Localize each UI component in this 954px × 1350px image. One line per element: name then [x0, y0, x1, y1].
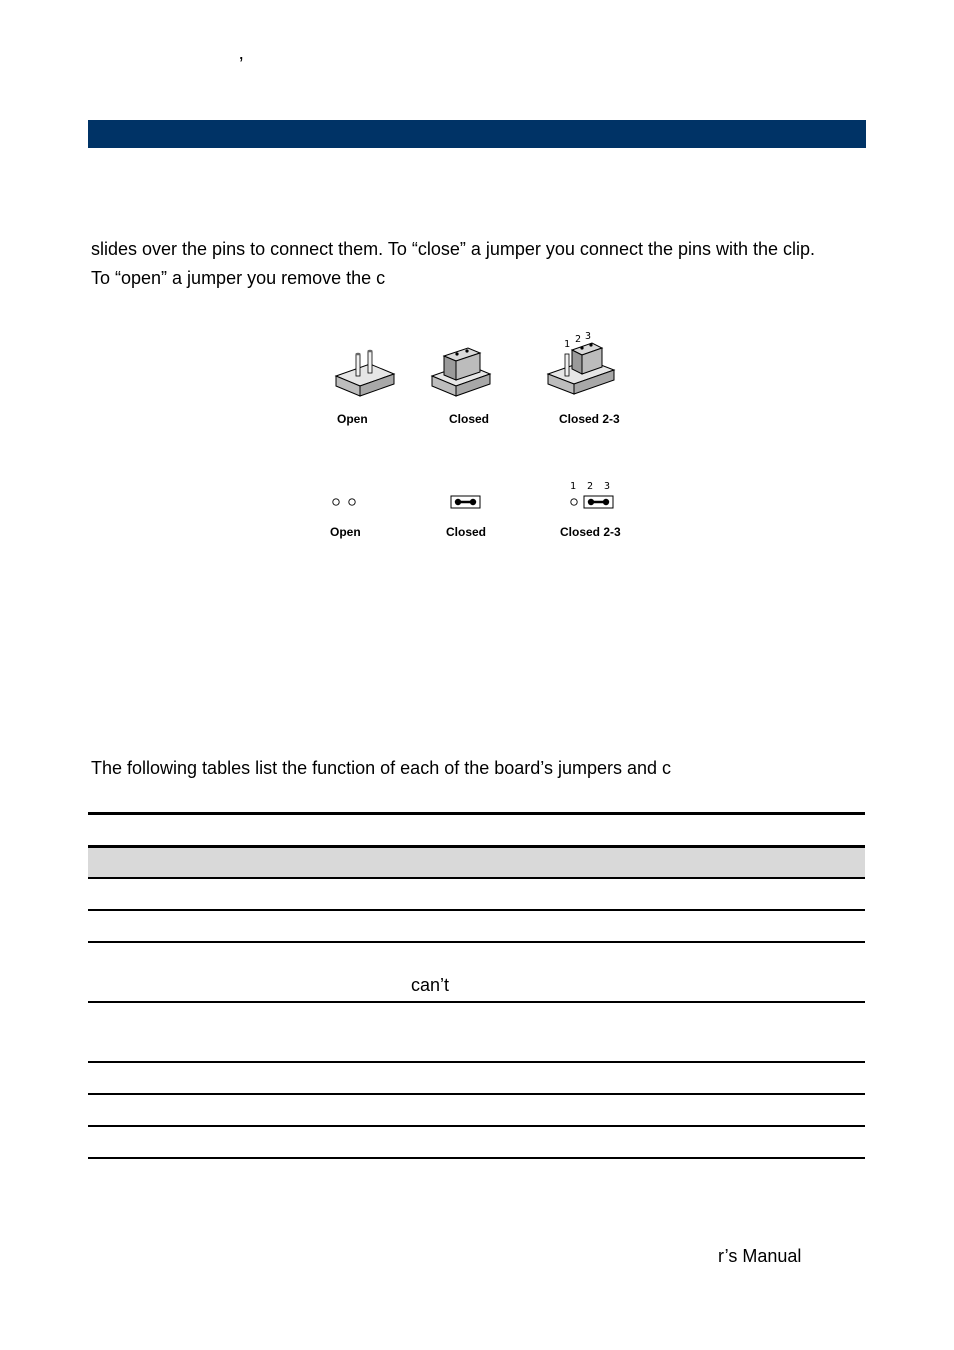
open-jumper-schematic — [333, 499, 355, 505]
table-row-divider — [88, 877, 865, 879]
closed-jumper-3d-illustration — [432, 348, 490, 396]
closed-label-3d: Closed — [449, 412, 490, 426]
closed-jumper-schematic — [451, 496, 480, 508]
pin-number-2: 2 — [575, 334, 582, 345]
table-header-row — [88, 847, 865, 878]
table-row-divider — [88, 1125, 865, 1127]
pin-number-1: 1 — [564, 339, 571, 350]
table-row-divider — [88, 1061, 865, 1063]
table-top-rule — [88, 812, 865, 815]
closed-label-schematic: Closed — [446, 525, 487, 539]
jumper-intro-paragraph — [91, 235, 815, 293]
open-label-schematic: Open — [330, 525, 361, 539]
table-row-divider — [88, 1001, 865, 1003]
table-row-divider — [88, 941, 865, 943]
open-jumper-3d-illustration — [336, 350, 394, 396]
closed-2-3-jumper-schematic — [570, 481, 613, 508]
header-mark: ’ — [239, 54, 244, 76]
jumper-table-intro-paragraph: The following tables list the function of each of the board’s jumpers and c — [91, 758, 672, 778]
schematic-pin-number-3: 3 — [604, 481, 611, 492]
jumper-settings-figure — [320, 330, 640, 550]
schematic-pin-number-2: 2 — [587, 481, 594, 492]
closed-2-3-label-schematic: Closed 2-3 — [560, 525, 621, 539]
table-row-divider — [88, 1093, 865, 1095]
open-label-3d: Open — [337, 412, 368, 426]
section-title-bar — [88, 120, 866, 148]
table-bottom-rule — [88, 1157, 865, 1159]
closed-2-3-jumper-3d-illustration — [548, 331, 614, 394]
jumper-settings-table — [88, 812, 865, 1162]
table-row-divider — [88, 909, 865, 911]
table-cell: can’t — [411, 975, 450, 995]
pin-number-3: 3 — [585, 331, 592, 342]
schematic-pin-number-1: 1 — [570, 481, 577, 492]
page-footer: r’s Manual — [718, 1246, 802, 1266]
table-header-top-rule — [88, 845, 865, 848]
closed-2-3-label-3d: Closed 2-3 — [559, 412, 620, 426]
paragraph-line-2: To “open” a jumper you remove the c — [91, 268, 386, 288]
paragraph-line-1: slides over the pins to connect them. To “close” a jumper you connect the pins with the clip. — [91, 239, 816, 259]
